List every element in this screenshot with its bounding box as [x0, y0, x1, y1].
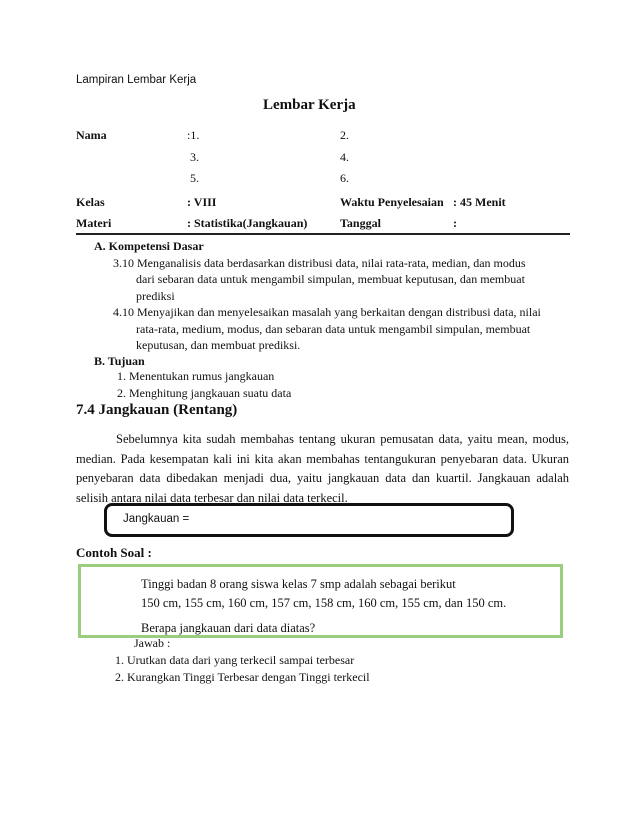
nama-field-1: :1. — [187, 128, 200, 142]
kd1-line1: 3.10 Menganalisis data berdasarkan distribusi data, nilai rata-rata, median, dan modus — [113, 256, 526, 270]
jawab-label: Jawab : — [134, 636, 171, 650]
waktu-label: Waktu Penyelesaian — [340, 195, 444, 209]
nama-field-3: 3. — [190, 150, 199, 164]
kd1-line2: dari sebaran data untuk mengambil simpulan, membuat keputusan, dan membuat — [136, 272, 525, 286]
formula-label: Jangkauan = — [123, 513, 190, 525]
tujuan-item-2: 2. Menghitung jangkauan suatu data — [117, 386, 292, 400]
section-title: 7.4 Jangkauan (Rentang) — [76, 402, 238, 418]
tanggal-value: : — [453, 216, 457, 230]
example-problem-text — [141, 575, 506, 613]
nama-field-2: 2. — [340, 128, 349, 142]
nama-field-4: 4. — [340, 150, 349, 164]
nama-field-5: 5. — [190, 171, 199, 185]
kd2-line3: keputusan, dan membuat prediksi. — [136, 338, 301, 352]
paragraph-text: Sebelumnya kita sudah membahas tentang ukuran pemusatan data, yaitu mean, modus, median. Pada kesempatan kali ini kita akan membahas tentangukuran penyebaran data. Ukuran penyebaran data dibedakan menjadi dua, yaitu jangkauan data dan kuartil. Jangkauan adalah selisih antara nilai data terbesar dan nilai data terkecil. — [76, 432, 569, 505]
jawab-step-1: 1. Urutkan data dari yang terkecil sampai terbesar — [115, 653, 355, 667]
soal-line-3: Berapa jangkauan dari data diatas? — [141, 621, 316, 635]
soal-line-1: Tinggi badan 8 orang siswa kelas 7 smp adalah sebagai berikut — [141, 577, 456, 591]
example-problem-box — [78, 564, 563, 638]
soal-line-2: 150 cm, 155 cm, 160 cm, 157 cm, 158 cm, 160 cm, 155 cm, dan 150 cm. — [141, 596, 507, 610]
waktu-value: : 45 Menit — [453, 195, 506, 209]
nama-label: Nama — [76, 128, 107, 142]
jawab-step-2: 2. Kurangkan Tinggi Terbesar dengan Tinggi terkecil — [115, 670, 370, 684]
materi-value: : Statistika(Jangkauan) — [187, 216, 308, 230]
formula-box — [104, 503, 514, 537]
tujuan-heading: B. Tujuan — [94, 354, 145, 368]
soal-line-3-clip — [81, 619, 560, 635]
contoh-soal-heading: Contoh Soal : — [76, 545, 152, 560]
body-paragraph — [76, 430, 569, 508]
kompetensi-heading: A. Kompetensi Dasar — [94, 239, 204, 253]
kelas-value: : VIII — [187, 195, 217, 209]
kd2-line2: rata-rata, medium, modus, dan sebaran data untuk mengambil simpulan, membuat — [136, 322, 531, 336]
nama-field-6: 6. — [340, 171, 349, 185]
tujuan-item-1: 1. Menentukan rumus jangkauan — [117, 369, 275, 383]
materi-label: Materi — [76, 216, 112, 230]
page-title: Lembar Kerja — [263, 97, 356, 113]
kd2-line1: 4.10 Menyajikan dan menyelesaikan masalah yang berkaitan dengan distribusi data, nilai — [113, 305, 541, 319]
kd1-line3: prediksi — [136, 289, 175, 303]
header-note: Lampiran Lembar Kerja — [76, 74, 197, 86]
kelas-label: Kelas — [76, 195, 105, 209]
tanggal-label: Tanggal — [340, 216, 381, 230]
header-divider — [76, 233, 570, 235]
